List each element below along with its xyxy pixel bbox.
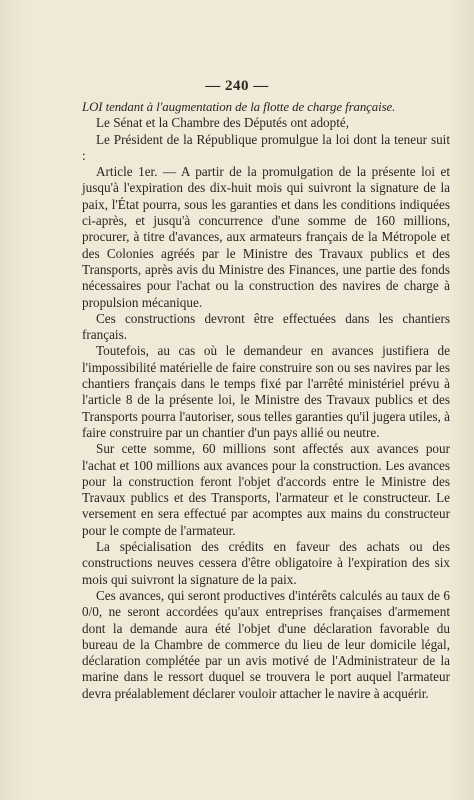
- law-title: LOI tendant à l'augmentation de la flotte de charge française.: [82, 100, 396, 114]
- paragraph-interest-conditions: Ces avances, qui seront productives d'intérêts calculés au taux de 6 0/0, ne seront accordées qu'aux entreprises françaises d'armement dont la demande aura été l'objet d'une déclaration favorable du bureau de la Chambre de commerce du lieu de leur domicile légal, déclaration complétée par un avis motivé de l'Administrateur de la marine dans le ressort duquel se trouvera le port auquel l'armateur devra préalablement déclarer vouloir attacher le navire à acquérir.: [82, 587, 450, 701]
- paragraph-enactment: Le Sénat et la Chambre des Députés ont adopté,: [96, 115, 350, 131]
- paragraph-exception: Toutefois, au cas où le demandeur en avances justifiera de l'impossibilité matérielle de faire construire son ou ses navires par les chantiers français dans le temps fixé par l'arrêté ministériel prévu à l'article 8 de la présente loi, le Ministre des Travaux publics et des Transports pourra l'autoriser, sous telles garanties qu'il jugera utiles, à faire construire par un chantier d'un pays allié ou neutre.: [82, 343, 450, 440]
- paragraph-article-1: Article 1er. — A partir de la promulgation de la présente loi et jusqu'à l'expiration des dix-huit mois qui suivront la signature de la paix, l'État pourra, sous les garanties et dans les conditions indiquées ci-après, et jusqu'à concurrence d'une somme de 160 millions, procurer, à titre d'avances, aux armateurs français de la Métropole et des Colonies agréés par le Ministre des Travaux publics et des Transports, après avis du Ministre des Finances, une partie des fonds nécessaires pour l'achat ou la construction des navires de charge à propulsion mécanique.: [82, 164, 450, 310]
- paragraph-allocation: Sur cette somme, 60 millions sont affectés aux avances pour l'achat et 100 millions aux avances pour la construction. Les avances pour la construction feront l'objet d'accords entre le Ministre des Travaux publics et des Transports, l'armateur et le constructeur. Le versement en sera effectué par acomptes aux mains du constructeur pour le compte de l'armateur.: [82, 441, 450, 538]
- page-number: — 240 —: [205, 78, 269, 94]
- paragraph-french-shipyards: Ces constructions devront être effectuées dans les chantiers français.: [82, 310, 450, 343]
- paragraph-specialisation: La spécialisation des crédits en faveur des achats ou des constructions neuves cessera d'être obligatoire à l'expiration des six mois qui suivront la signature de la paix.: [82, 539, 450, 587]
- page-body: [82, 99, 450, 702]
- paragraph-promulgation: Le Président de la République promulgue la loi dont la teneur suit :: [82, 131, 450, 163]
